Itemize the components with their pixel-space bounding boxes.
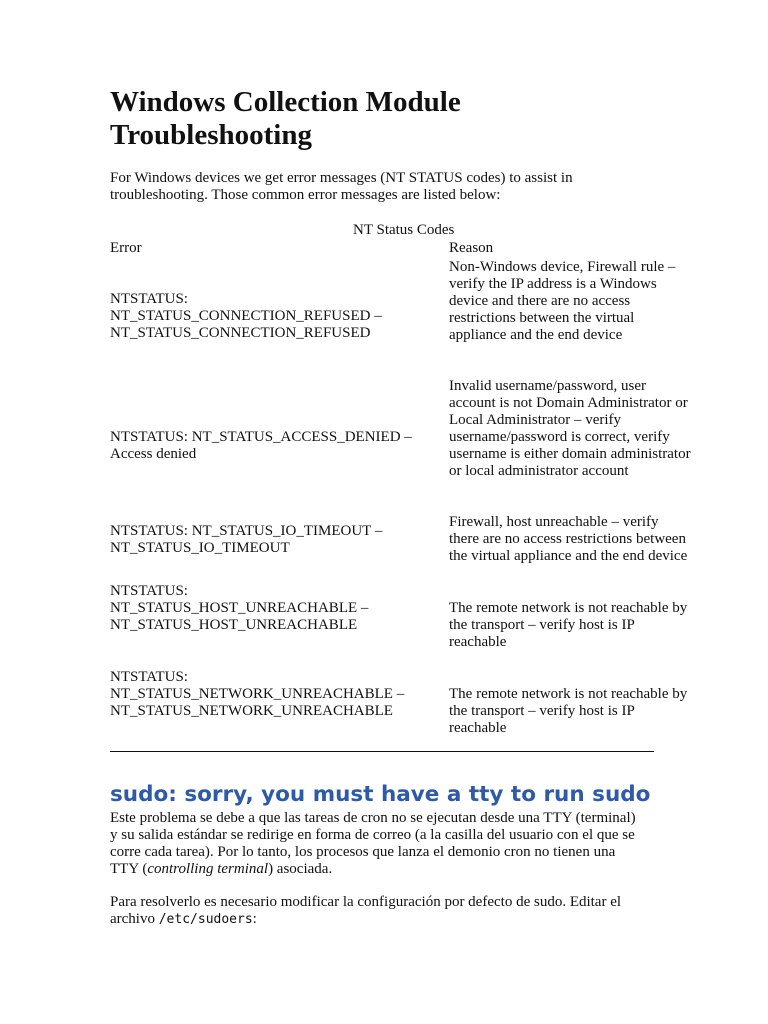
- cell-line: NT_STATUS_CONNECTION_REFUSED –: [110, 308, 382, 324]
- paragraph-line: Para resolverlo es necesario modificar la configuración por defecto de sudo. Editar el: [110, 894, 622, 910]
- paragraph-cron-explanation: [110, 810, 670, 878]
- cell-line: NTSTATUS: NT_STATUS_ACCESS_DENIED –: [110, 429, 412, 445]
- section-heading: sudo: sorry, you must have a tty to run sudo: [110, 781, 651, 807]
- table-cell-error: [110, 669, 440, 720]
- table-caption: NT Status Codes: [353, 222, 455, 238]
- table-cell-reason: [449, 686, 709, 737]
- column-header-error: Error: [110, 240, 142, 256]
- cell-line: appliance and the end device: [449, 327, 623, 343]
- paragraph-line: [110, 861, 670, 878]
- paragraph-line: corre cada tarea). Por lo tanto, los procesos que lanza el demonio cron no tienen una: [110, 844, 616, 860]
- cell-line: NT_STATUS_NETWORK_UNREACHABLE –: [110, 686, 405, 702]
- cell-line: NTSTATUS:: [110, 291, 188, 307]
- paragraph-line: [110, 911, 670, 928]
- text-segment: ) asociada.: [268, 861, 333, 877]
- table-cell-error: [110, 429, 440, 463]
- cell-line: NTSTATUS:: [110, 669, 188, 685]
- table-cell-error: [110, 291, 440, 342]
- cell-line: Firewall, host unreachable – verify: [449, 514, 659, 530]
- cell-line: username/password is correct, verify: [449, 429, 670, 445]
- cell-line: Access denied: [110, 446, 197, 462]
- text-segment: :: [252, 911, 257, 927]
- cell-line: account is not Domain Administrator or: [449, 395, 688, 411]
- cell-line: The remote network is not reachable by: [449, 686, 688, 702]
- paragraph-line: y su salida estándar se redirige en forma de correo (a la casilla del usuario con el que se: [110, 827, 635, 843]
- cell-line: the transport – verify host is IP: [449, 617, 635, 633]
- cell-line: reachable: [449, 634, 507, 650]
- horizontal-rule: [110, 751, 654, 752]
- cell-line: reachable: [449, 720, 507, 736]
- title-line-2: Troubleshooting: [110, 119, 312, 151]
- column-header-reason: Reason: [449, 240, 494, 256]
- table-cell-reason: [449, 378, 709, 480]
- cell-line: NT_STATUS_HOST_UNREACHABLE: [110, 617, 358, 633]
- intro-line-2: troubleshooting. Those common error messages are listed below:: [110, 187, 501, 203]
- cell-line: The remote network is not reachable by: [449, 600, 688, 616]
- intro-line-1: For Windows devices we get error messages (NT STATUS codes) to assist in: [110, 170, 573, 186]
- text-segment: TTY (: [110, 861, 148, 877]
- cell-line: Local Administrator – verify: [449, 412, 622, 428]
- cell-line: or local administrator account: [449, 463, 629, 479]
- cell-line: device and there are no access: [449, 293, 631, 309]
- paragraph-sudoers-instructions: [110, 894, 670, 928]
- intro-paragraph: [110, 170, 670, 204]
- table-cell-error: [110, 523, 440, 557]
- text-segment: archivo: [110, 911, 159, 927]
- page-title: [110, 86, 670, 152]
- cell-line: NT_STATUS_IO_TIMEOUT: [110, 540, 290, 556]
- cell-line: Invalid username/password, user: [449, 378, 647, 394]
- cell-line: restrictions between the virtual: [449, 310, 635, 326]
- paragraph-line: Este problema se debe a que las tareas de cron no se ejecutan desde una TTY (terminal): [110, 810, 636, 826]
- table-cell-reason: [449, 259, 709, 344]
- cell-line: NT_STATUS_CONNECTION_REFUSED: [110, 325, 371, 341]
- cell-line: there are no access restrictions between: [449, 531, 686, 547]
- cell-line: Non-Windows device, Firewall rule –: [449, 259, 676, 275]
- file-path-code: /etc/sudoers: [158, 912, 253, 927]
- italic-term: controlling terminal: [147, 861, 269, 877]
- cell-line: NTSTATUS: NT_STATUS_IO_TIMEOUT –: [110, 523, 383, 539]
- cell-line: NT_STATUS_HOST_UNREACHABLE –: [110, 600, 369, 616]
- table-cell-reason: [449, 514, 709, 565]
- cell-line: NT_STATUS_NETWORK_UNREACHABLE: [110, 703, 393, 719]
- table-cell-reason: [449, 600, 709, 651]
- cell-line: NTSTATUS:: [110, 583, 188, 599]
- cell-line: username is either domain administrator: [449, 446, 691, 462]
- cell-line: the virtual appliance and the end device: [449, 548, 688, 564]
- table-cell-error: [110, 583, 440, 634]
- cell-line: verify the IP address is a Windows: [449, 276, 657, 292]
- cell-line: the transport – verify host is IP: [449, 703, 635, 719]
- title-line-1: Windows Collection Module: [110, 86, 461, 118]
